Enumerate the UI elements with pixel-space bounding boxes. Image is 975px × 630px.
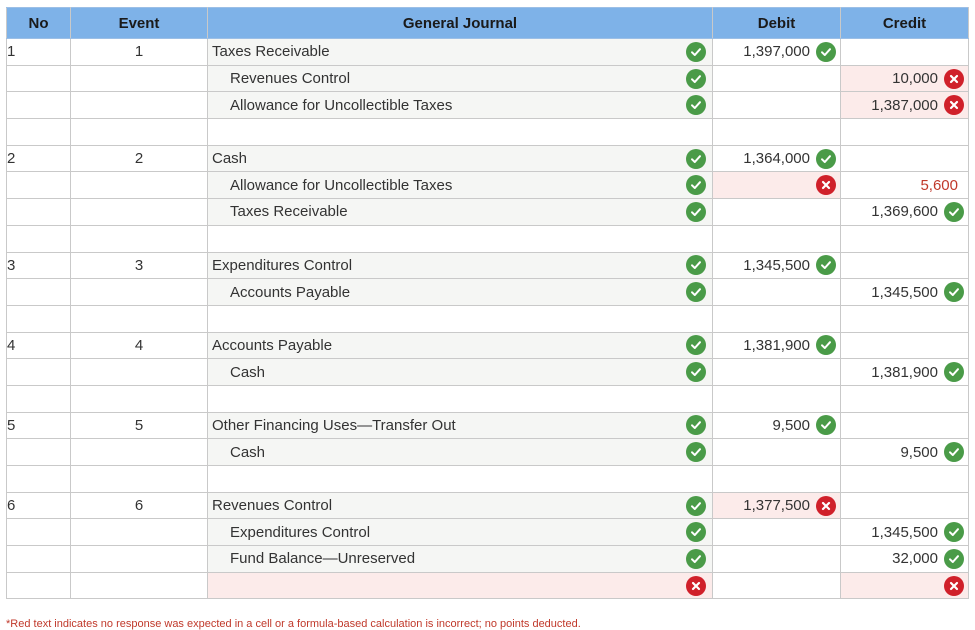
credit-cell[interactable] <box>841 225 969 252</box>
general-journal-table <box>6 7 969 599</box>
check-circle-icon <box>686 95 706 115</box>
account-name: Accounts Payable <box>212 336 333 354</box>
entry-no-cell[interactable] <box>7 92 71 119</box>
event-cell[interactable]: 1 <box>71 39 208 66</box>
account-name: Taxes Receivable <box>230 203 348 221</box>
event-cell[interactable] <box>71 119 208 146</box>
debit-cell[interactable] <box>713 252 841 279</box>
event-cell[interactable] <box>71 359 208 386</box>
debit-cell[interactable] <box>713 65 841 92</box>
account-name: Allowance for Uncollectible Taxes <box>230 96 453 114</box>
event-cell[interactable] <box>71 172 208 199</box>
credit-cell[interactable] <box>841 279 969 306</box>
credit-amount: 9,500 <box>900 443 938 461</box>
account-cell[interactable] <box>208 65 713 92</box>
event-cell[interactable] <box>71 439 208 466</box>
table-row <box>7 65 969 92</box>
header-general-journal: General Journal <box>208 8 713 39</box>
x-circle-icon <box>944 95 964 115</box>
entry-no-cell[interactable] <box>7 199 71 226</box>
event-cell[interactable] <box>71 225 208 252</box>
debit-cell[interactable] <box>713 92 841 119</box>
check-circle-icon <box>944 362 964 382</box>
credit-amount: 32,000 <box>892 550 938 568</box>
entry-no-cell[interactable] <box>7 359 71 386</box>
event-cell[interactable] <box>71 65 208 92</box>
footnote: *Red text indicates no response was expected in a cell or a formula-based calculation is incorrect; no points deducted. <box>6 618 581 630</box>
debit-cell[interactable] <box>713 279 841 306</box>
account-cell[interactable] <box>208 492 713 519</box>
credit-cell[interactable] <box>841 359 969 386</box>
table-row <box>7 519 969 546</box>
event-cell[interactable] <box>71 92 208 119</box>
event-cell[interactable] <box>71 519 208 546</box>
table-row <box>7 546 969 573</box>
check-circle-icon <box>686 42 706 62</box>
check-circle-icon <box>686 522 706 542</box>
entry-no-cell[interactable]: 5 <box>7 412 71 439</box>
entry-no-cell[interactable] <box>7 119 71 146</box>
spacer-row <box>7 119 969 146</box>
entry-no-cell[interactable]: 4 <box>7 332 71 359</box>
table-row <box>7 279 969 306</box>
check-circle-icon <box>816 255 836 275</box>
event-cell[interactable] <box>71 466 208 493</box>
entry-no-cell[interactable] <box>7 65 71 92</box>
entry-no-cell[interactable] <box>7 385 71 412</box>
table-row <box>7 492 969 519</box>
check-circle-icon <box>686 362 706 382</box>
check-circle-icon <box>686 415 706 435</box>
account-cell[interactable] <box>208 385 713 412</box>
debit-amount: 1,397,000 <box>743 43 810 61</box>
debit-cell[interactable] <box>713 39 841 66</box>
entry-no-cell[interactable] <box>7 466 71 493</box>
table-row <box>7 439 969 466</box>
entry-no-cell[interactable]: 6 <box>7 492 71 519</box>
credit-cell[interactable] <box>841 439 969 466</box>
credit-cell[interactable] <box>841 572 969 599</box>
account-cell[interactable] <box>208 119 713 146</box>
entry-no-cell[interactable]: 2 <box>7 145 71 172</box>
account-name: Accounts Payable <box>230 283 351 301</box>
table-row <box>7 572 969 599</box>
debit-amount: 1,345,500 <box>743 256 810 274</box>
check-circle-icon <box>944 442 964 462</box>
x-circle-icon <box>944 576 964 596</box>
credit-amount: 1,387,000 <box>871 96 938 114</box>
event-cell[interactable] <box>71 199 208 226</box>
entry-no-cell[interactable] <box>7 305 71 332</box>
check-circle-icon <box>686 175 706 195</box>
table-row <box>7 332 969 359</box>
credit-cell[interactable] <box>841 199 969 226</box>
debit-cell[interactable] <box>713 466 841 493</box>
entry-no-cell[interactable] <box>7 519 71 546</box>
event-cell[interactable] <box>71 572 208 599</box>
account-cell[interactable] <box>208 279 713 306</box>
credit-cell[interactable] <box>841 492 969 519</box>
check-circle-icon <box>944 202 964 222</box>
check-circle-icon <box>944 282 964 302</box>
check-circle-icon <box>686 202 706 222</box>
check-circle-icon <box>816 415 836 435</box>
check-circle-icon <box>816 335 836 355</box>
account-cell[interactable] <box>208 412 713 439</box>
check-circle-icon <box>686 255 706 275</box>
account-cell[interactable] <box>208 39 713 66</box>
credit-amount: 1,345,500 <box>871 283 938 301</box>
account-cell[interactable] <box>208 305 713 332</box>
debit-cell[interactable] <box>713 305 841 332</box>
check-circle-icon <box>686 149 706 169</box>
credit-amount: 5,600 <box>920 176 958 194</box>
debit-cell[interactable] <box>713 546 841 573</box>
credit-cell[interactable] <box>841 305 969 332</box>
debit-cell[interactable] <box>713 492 841 519</box>
account-cell[interactable] <box>208 172 713 199</box>
header-event: Event <box>71 8 208 39</box>
header-row <box>7 8 969 39</box>
spacer-row <box>7 305 969 332</box>
spacer-row <box>7 385 969 412</box>
entry-no-cell[interactable] <box>7 572 71 599</box>
account-name: Revenues Control <box>230 70 351 88</box>
credit-amount: 1,369,600 <box>871 203 938 221</box>
event-cell[interactable]: 2 <box>71 145 208 172</box>
debit-cell[interactable] <box>713 359 841 386</box>
check-circle-icon <box>686 282 706 302</box>
debit-cell[interactable] <box>713 519 841 546</box>
credit-amount: 1,381,900 <box>871 363 938 381</box>
entry-no-cell[interactable] <box>7 279 71 306</box>
account-name: Cash <box>230 443 266 461</box>
table-row <box>7 39 969 66</box>
check-circle-icon <box>686 496 706 516</box>
credit-cell[interactable] <box>841 466 969 493</box>
account-cell[interactable] <box>208 466 713 493</box>
account-name: Revenues Control <box>212 497 333 515</box>
event-cell[interactable] <box>71 279 208 306</box>
credit-cell[interactable] <box>841 385 969 412</box>
entry-no-cell[interactable]: 3 <box>7 252 71 279</box>
event-cell[interactable] <box>71 385 208 412</box>
event-cell[interactable]: 5 <box>71 412 208 439</box>
table-row <box>7 172 969 199</box>
debit-cell[interactable] <box>713 199 841 226</box>
check-circle-icon <box>686 335 706 355</box>
debit-amount: 9,500 <box>772 416 810 434</box>
entry-no-cell[interactable] <box>7 172 71 199</box>
credit-cell[interactable] <box>841 519 969 546</box>
header-no: No <box>7 8 71 39</box>
debit-cell[interactable] <box>713 172 841 199</box>
debit-cell[interactable] <box>713 119 841 146</box>
header-credit: Credit <box>841 8 969 39</box>
account-name: Fund Balance—Unreserved <box>230 550 416 568</box>
table-row <box>7 92 969 119</box>
x-circle-icon <box>816 175 836 195</box>
table-row <box>7 359 969 386</box>
table-row <box>7 412 969 439</box>
debit-cell[interactable] <box>713 412 841 439</box>
credit-cell[interactable] <box>841 39 969 66</box>
credit-cell[interactable] <box>841 92 969 119</box>
debit-amount: 1,381,900 <box>743 336 810 354</box>
account-cell[interactable] <box>208 252 713 279</box>
account-name: Expenditures Control <box>212 256 353 274</box>
table-row <box>7 252 969 279</box>
debit-cell[interactable] <box>713 439 841 466</box>
spacer-row <box>7 466 969 493</box>
account-cell[interactable] <box>208 572 713 599</box>
account-name: Taxes Receivable <box>212 43 330 61</box>
debit-cell[interactable] <box>713 385 841 412</box>
account-cell[interactable] <box>208 199 713 226</box>
credit-amount: 10,000 <box>892 70 938 88</box>
account-cell[interactable] <box>208 145 713 172</box>
check-circle-icon <box>816 42 836 62</box>
credit-cell[interactable] <box>841 412 969 439</box>
check-circle-icon <box>686 549 706 569</box>
event-cell[interactable] <box>71 546 208 573</box>
entry-no-cell[interactable] <box>7 225 71 252</box>
account-name: Cash <box>230 363 266 381</box>
account-cell[interactable] <box>208 332 713 359</box>
credit-cell[interactable] <box>841 172 969 199</box>
credit-cell[interactable] <box>841 546 969 573</box>
debit-amount: 1,364,000 <box>743 150 810 168</box>
check-circle-icon <box>686 442 706 462</box>
credit-cell[interactable] <box>841 145 969 172</box>
account-cell[interactable] <box>208 519 713 546</box>
check-circle-icon <box>816 149 836 169</box>
event-cell[interactable]: 3 <box>71 252 208 279</box>
check-circle-icon <box>944 549 964 569</box>
credit-cell[interactable] <box>841 65 969 92</box>
table-row <box>7 199 969 226</box>
entry-no-cell[interactable] <box>7 439 71 466</box>
credit-cell[interactable] <box>841 332 969 359</box>
account-cell[interactable] <box>208 546 713 573</box>
table-row <box>7 145 969 172</box>
x-circle-icon <box>686 576 706 596</box>
event-cell[interactable]: 6 <box>71 492 208 519</box>
account-name: Other Financing Uses—Transfer Out <box>212 416 456 434</box>
x-circle-icon <box>944 69 964 89</box>
entry-no-cell[interactable]: 1 <box>7 39 71 66</box>
debit-cell[interactable] <box>713 145 841 172</box>
credit-amount: 1,345,500 <box>871 523 938 541</box>
account-cell[interactable] <box>208 439 713 466</box>
debit-cell[interactable] <box>713 225 841 252</box>
account-cell[interactable] <box>208 225 713 252</box>
account-name: Expenditures Control <box>230 523 371 541</box>
check-circle-icon <box>944 522 964 542</box>
event-cell[interactable]: 4 <box>71 332 208 359</box>
account-cell[interactable] <box>208 92 713 119</box>
account-name: Cash <box>212 150 248 168</box>
spacer-row <box>7 225 969 252</box>
event-cell[interactable] <box>71 305 208 332</box>
debit-cell[interactable] <box>713 332 841 359</box>
debit-cell[interactable] <box>713 572 841 599</box>
x-circle-icon <box>816 496 836 516</box>
check-circle-icon <box>686 69 706 89</box>
entry-no-cell[interactable] <box>7 546 71 573</box>
credit-cell[interactable] <box>841 252 969 279</box>
account-name: Allowance for Uncollectible Taxes <box>230 176 453 194</box>
debit-amount: 1,377,500 <box>743 497 810 515</box>
credit-cell[interactable] <box>841 119 969 146</box>
account-cell[interactable] <box>208 359 713 386</box>
header-debit: Debit <box>713 8 841 39</box>
